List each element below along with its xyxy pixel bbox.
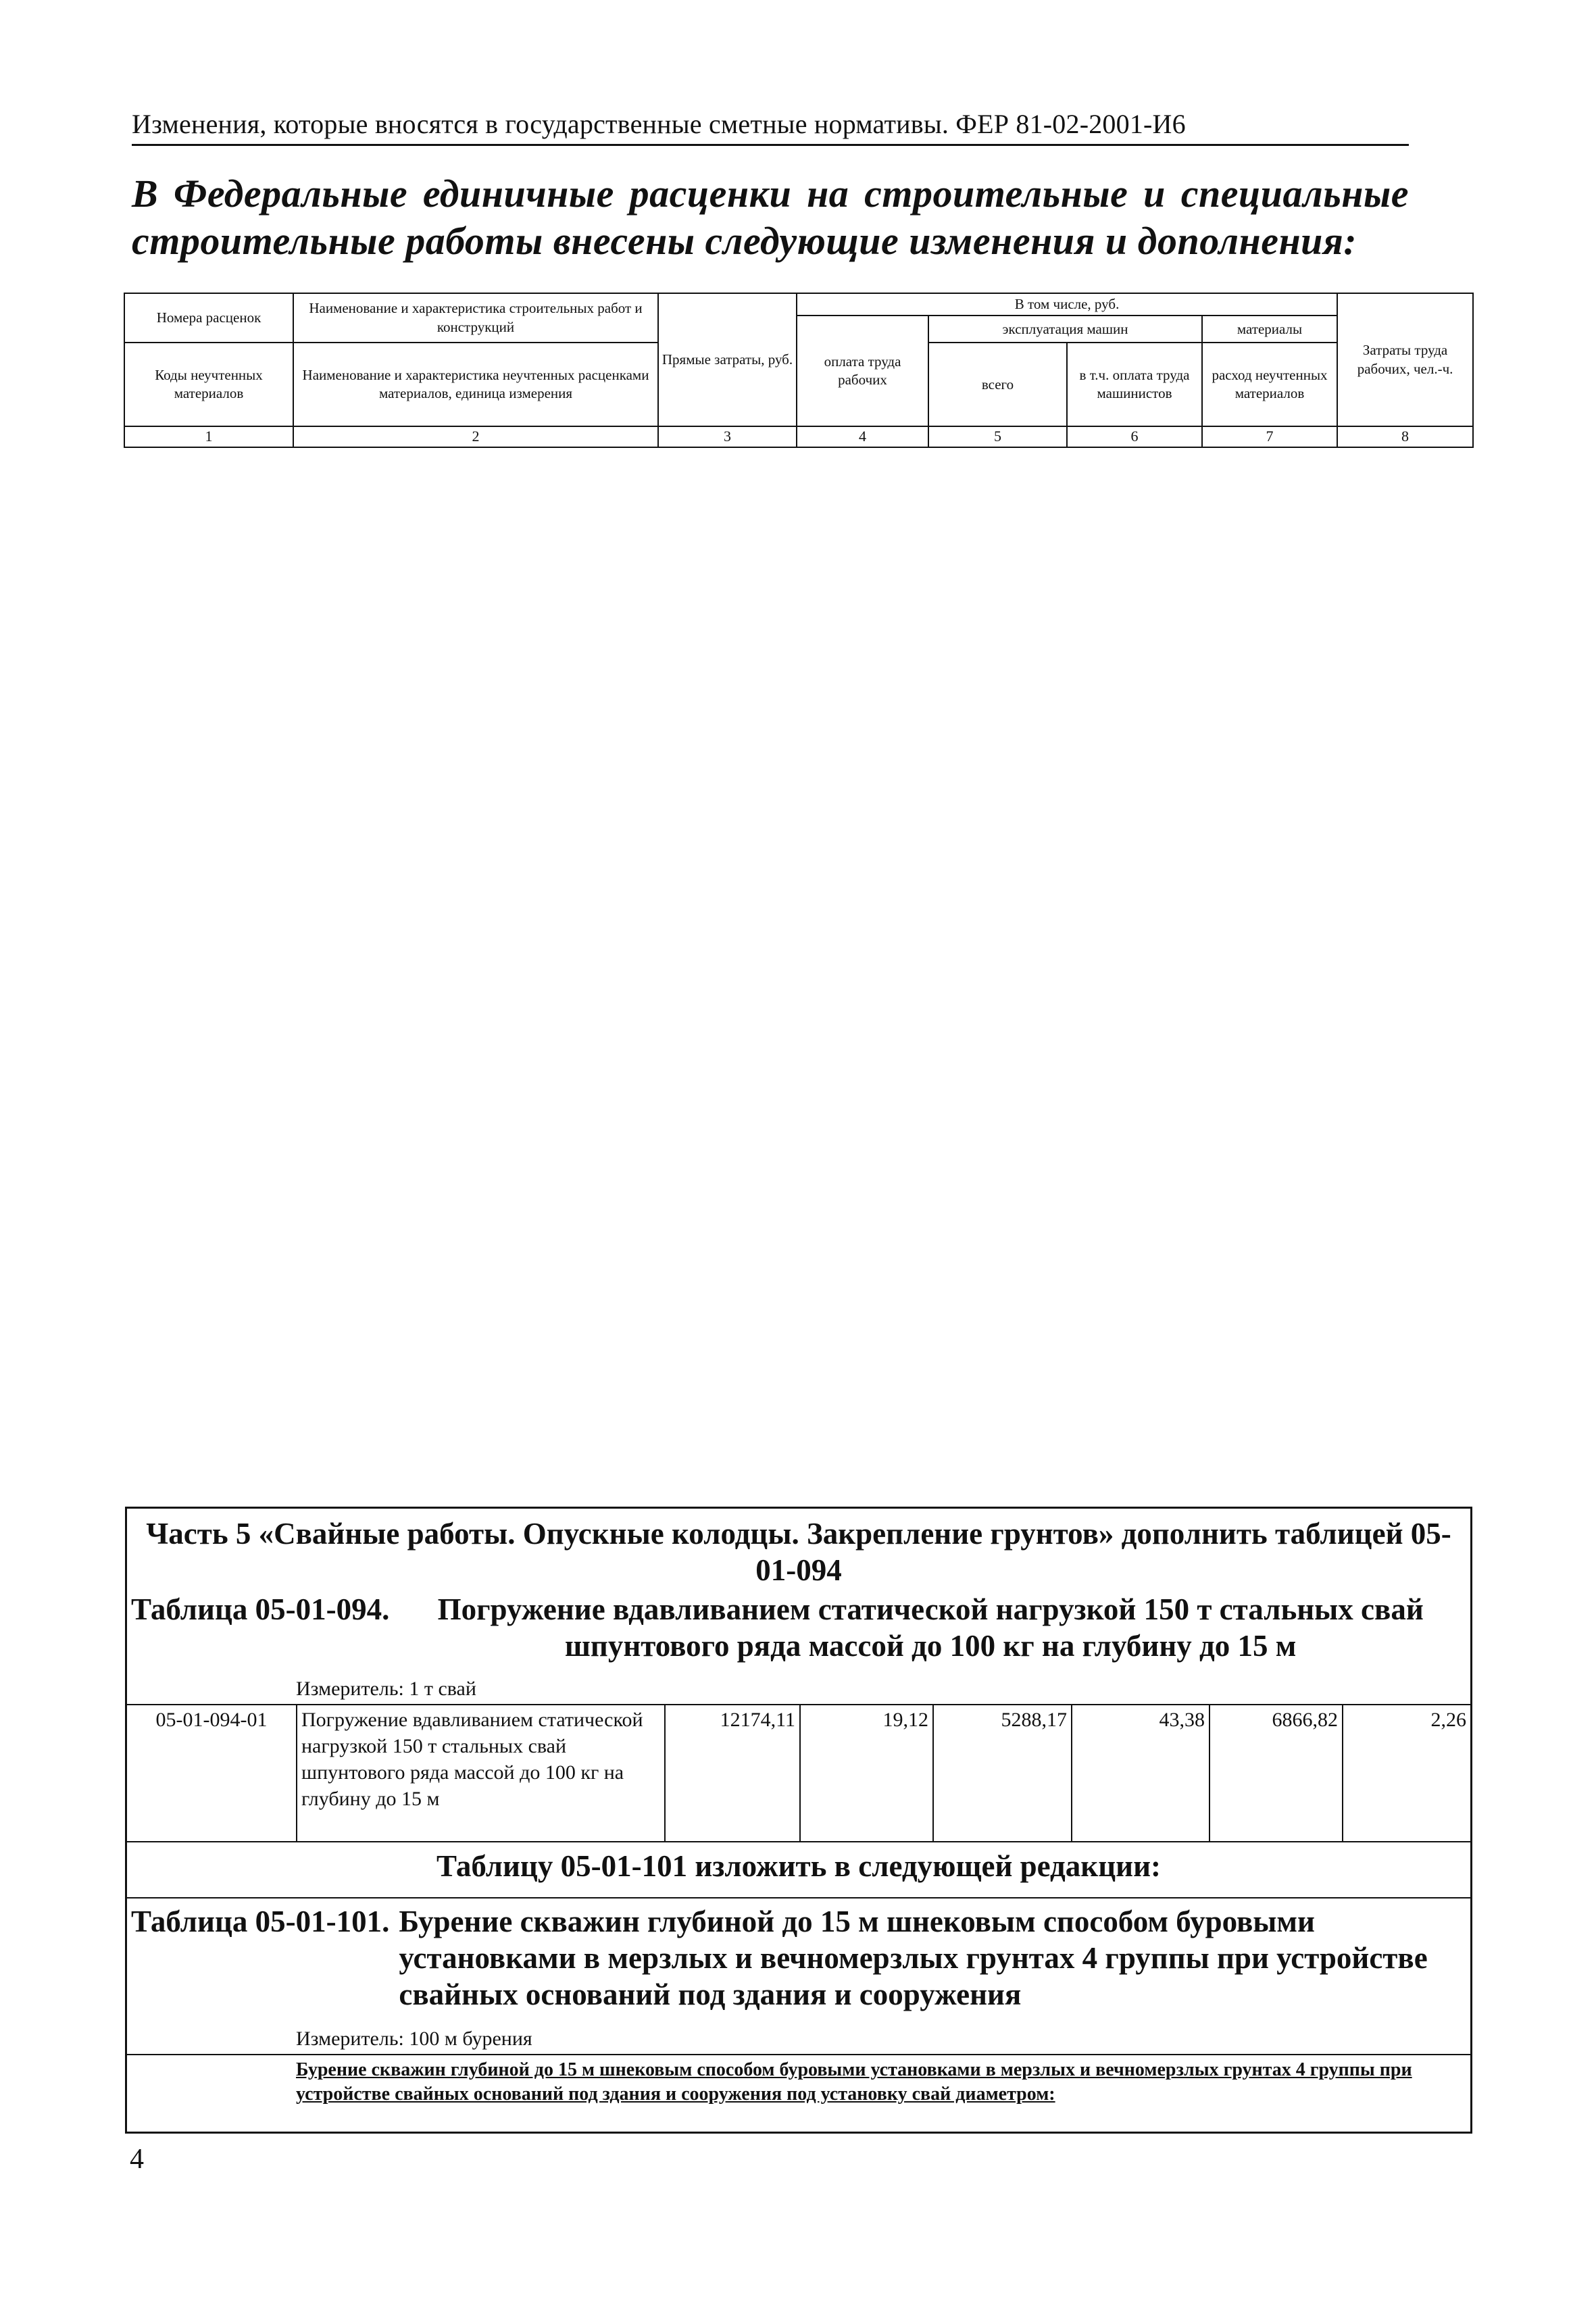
table-meter: Измеритель: 100 м бурения (296, 2028, 532, 2050)
changes-block (125, 1507, 1472, 2134)
table-code: Таблица 05-01-094. (131, 1592, 390, 1626)
column-number: 3 (658, 426, 797, 447)
rate-machines-total: 5288,17 (934, 1705, 1072, 1841)
rate-numbers-header: Номера расценок (124, 293, 293, 343)
machine-operation-header: эксплуатация машин (928, 316, 1202, 343)
column-number: 1 (124, 426, 293, 447)
part-heading: Часть 5 «Свайные работы. Опускные колодцы. Закрепление грунтов» дополнить таблицей 05-01-094 (146, 1517, 1451, 1587)
rate-name: Погружение вдавливанием статической нагрузкой 150 т стальных свай шпунтового ряда массой до 100 кг на глубину до 15 м (297, 1705, 666, 1841)
rate-direct-costs: 12174,11 (666, 1705, 801, 1841)
rate-code: 05-01-094-01 (127, 1705, 297, 1841)
rate-labor-pay: 19,12 (801, 1705, 934, 1841)
table-meter: Измеритель: 1 т свай (296, 1678, 476, 1700)
page-number: 4 (130, 2144, 144, 2175)
table-name: Погружение вдавливанием статической нагрузкой 150 т стальных свай шпунтового ряда массой до 100 кг на глубину до 15 м (437, 1592, 1424, 1663)
operator-pay-header: в т.ч. оплата труда машинистов (1067, 343, 1202, 426)
table-05-01-101-heading: Таблицу 05-01-101 изложить в следующей редакции: (436, 1849, 1161, 1883)
labor-pay-header: оплата труда рабочих (797, 316, 928, 426)
materials-header: материалы (1202, 316, 1337, 343)
running-header: Изменения, которые вносятся в государственные сметные нормативы. ФЕР 81-02-2001-И6 (132, 108, 1409, 146)
column-number: 5 (928, 426, 1067, 447)
table-name: Бурение скважин глубиной до 15 м шнековым способом буровыми установками в мерзлых и вечномерзлых грунтах 4 группы при устройстве свайных оснований под здания и сооружения (399, 1905, 1428, 2011)
column-number: 2 (293, 426, 658, 447)
labor-costs-header: Затраты труда рабочих, чел.-ч. (1337, 293, 1473, 426)
column-number: 7 (1202, 426, 1337, 447)
work-name-header: Наименование и характеристика строительных работ и конструкций (293, 293, 658, 343)
column-header-table (124, 293, 1474, 448)
rate-labor-hours: 2,26 (1430, 1709, 1466, 1731)
rate-materials: 6866,82 (1210, 1705, 1343, 1841)
column-number: 6 (1067, 426, 1202, 447)
unaccounted-materials-header: расход неучтенных материалов (1202, 343, 1337, 426)
direct-costs-header: Прямые затраты, руб. (658, 293, 797, 426)
table-code: Таблица 05-01-101. (131, 1905, 390, 1938)
description-text: Бурение скважин глубиной до 15 м шнековым способом буровыми установками в мерзлых и вечномерзлых грунтах 4 группы при устройстве свайных оснований под здания и сооружения под установку свай диаметром: (296, 2059, 1412, 2105)
rate-operator-pay: 43,38 (1072, 1705, 1210, 1841)
including-header: В том числе, руб. (797, 293, 1337, 316)
rate-row (127, 1704, 1470, 1842)
intro-heading: В Федеральные единичные расценки на строительные и специальные строительные работы внесены следующие изменения и дополнения: (132, 172, 1409, 263)
material-codes-header: Коды неучтенных материалов (124, 343, 293, 426)
table-title-05-01-094 (131, 1591, 1462, 1664)
table-title-05-01-101 (131, 1903, 1462, 2013)
table-description (127, 2054, 1470, 2133)
machines-total-header: всего (928, 343, 1067, 426)
material-name-header: Наименование и характеристика неучтенных расценками материалов, единица измерения (293, 343, 658, 426)
column-number: 4 (797, 426, 928, 447)
column-number: 8 (1337, 426, 1473, 447)
